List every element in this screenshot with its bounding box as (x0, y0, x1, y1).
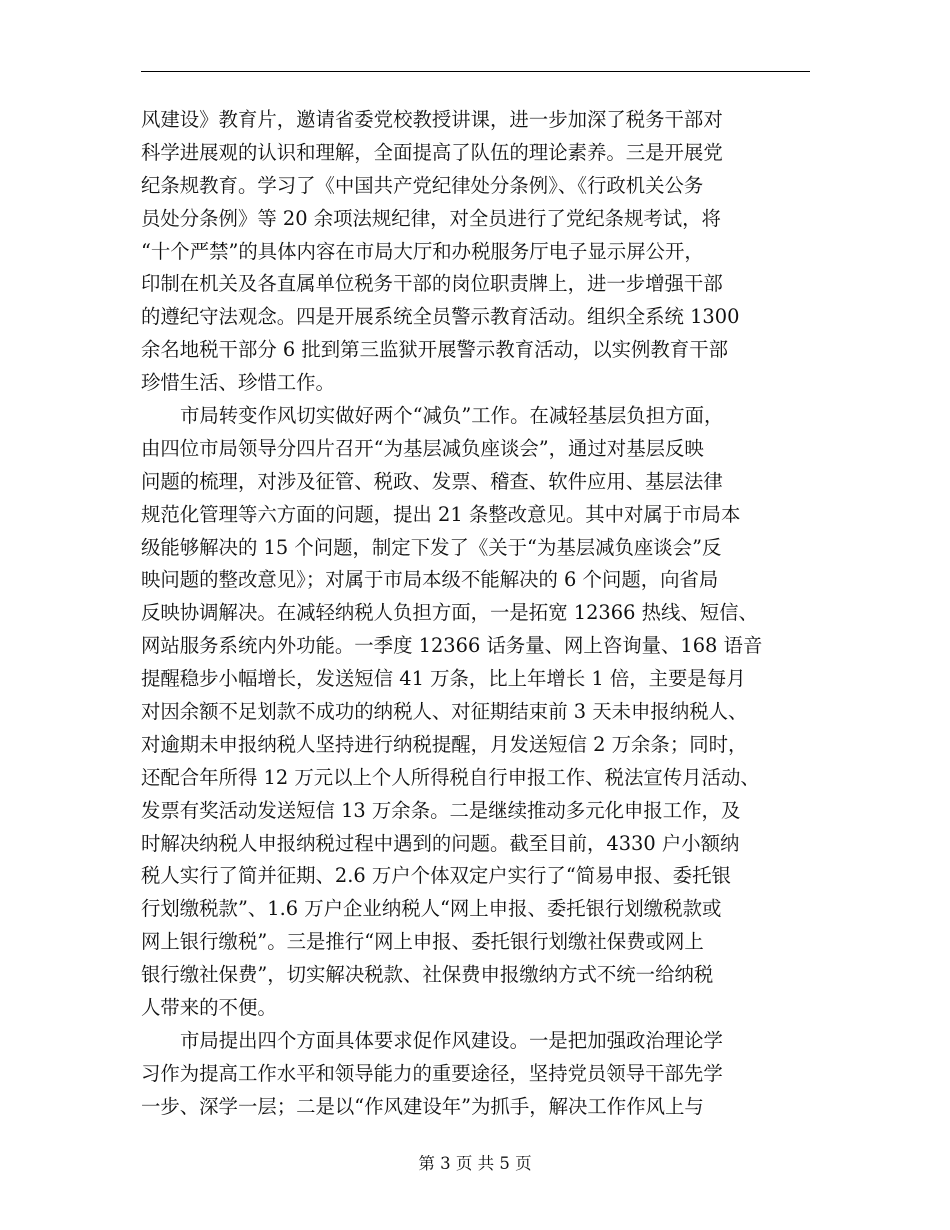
text-line: 珍惜生活、珍惜工作。 (141, 371, 335, 395)
document-body (141, 104, 816, 1124)
paragraph-first-line: 市局转变作风切实做好两个“减负”工作。在减轻基层负担方面， (180, 404, 724, 428)
text-line: 对因余额不足划款不成功的纳税人、对征期结束前 3 天未申报纳税人、 (141, 700, 748, 724)
text-line: “十个严禁”的具体内容在市局大厅和办税服务厅电子显示屏公开， (141, 239, 704, 263)
text-line: 习作为提高工作水平和领导能力的重要途径，坚持党员领导干部先学 (141, 1061, 723, 1085)
text-line: 纪条规教育。学习了《中国共产党纪律处分条例》、《行政机关公务 (141, 173, 704, 197)
text-line: 发票有奖活动发送短信 13 万余条。二是继续推动多元化申报工作，及 (141, 798, 741, 822)
text-line: 税人实行了简并征期、2.6 万户个体双定户实行了“简易申报、委托银 (141, 864, 731, 888)
text-line: 时解决纳税人申报纳税过程中遇到的问题。截至目前，4330 户小额纳 (141, 831, 740, 855)
text-line: 反映协调解决。在减轻纳税人负担方面，一是拓宽 12366 热线、短信、 (141, 601, 758, 625)
text-line: 映问题的整改意见》；对属于市局本级不能解决的 6 个问题，向省局 (141, 568, 719, 592)
text-line: 还配合年所得 12 万元以上个人所得税自行申报工作、税法宣传月活动、 (141, 765, 760, 789)
page-footer: 第 3 页 共 5 页 (418, 1154, 532, 1173)
text-line: 对逾期未申报纳税人坚持进行纳税提醒，月发送短信 2 万余条；同时， (141, 732, 748, 756)
text-line: 员处分条例》等 20 余项法规纪律，对全员进行了党纪条规考试，将 (141, 206, 721, 230)
text-line: 的遵纪守法观念。四是开展系统全员警示教育活动。组织全系统 1300 (141, 305, 740, 329)
text-line: 行划缴税款”、1.6 万户企业纳税人“网上申报、委托银行划缴税款或 (141, 897, 722, 921)
text-line: 网站服务系统内外功能。一季度 12366 话务量、网上咨询量、168 语音 (141, 634, 763, 658)
header-rule (141, 71, 810, 72)
text-line: 银行缴社保费”，切实解决税款、社保费申报缴纳方式不统一给纳税 (141, 963, 714, 987)
text-line: 科学进展观的认识和理解，全面提高了队伍的理论素养。三是开展党 (141, 140, 723, 164)
text-line: 网上银行缴税”。三是推行“网上申报、委托银行划缴社保费或网上 (141, 930, 704, 954)
text-line: 风建设》教育片，邀请省委党校教授讲课，进一步加深了税务干部对 (141, 108, 723, 131)
text-line: 问题的梳理，对涉及征管、税政、发票、稽查、软件应用、基层法律 (141, 469, 723, 493)
text-line: 印制在机关及各直属单位税务干部的岗位职责牌上，进一步增强干部 (141, 272, 723, 296)
text-line: 一步、深学一层；二是以“作风建设年”为抓手，解决工作作风上与 (141, 1094, 704, 1118)
text-line: 由四位市局领导分四片召开“为基层减负座谈会”，通过对基层反映 (141, 436, 704, 460)
text-line: 人带来的不便。 (141, 996, 277, 1020)
text-line: 级能够解决的 15 个问题，制定下发了《关于“为基层减负座谈会”反 (141, 535, 722, 559)
text-line: 提醒稳步小幅增长，发送短信 41 万条，比上年增长 1 倍，主要是每月 (141, 667, 746, 691)
text-line: 规范化管理等六方面的问题，提出 21 条整改意见。其中对属于市局本 (141, 502, 741, 526)
paragraph-first-line: 市局提出四个方面具体要求促作风建设。一是把加强政治理论学 (180, 1028, 723, 1052)
text-line: 余名地税干部分 6 批到第三监狱开展警示教育活动，以实例教育干部 (141, 338, 728, 362)
